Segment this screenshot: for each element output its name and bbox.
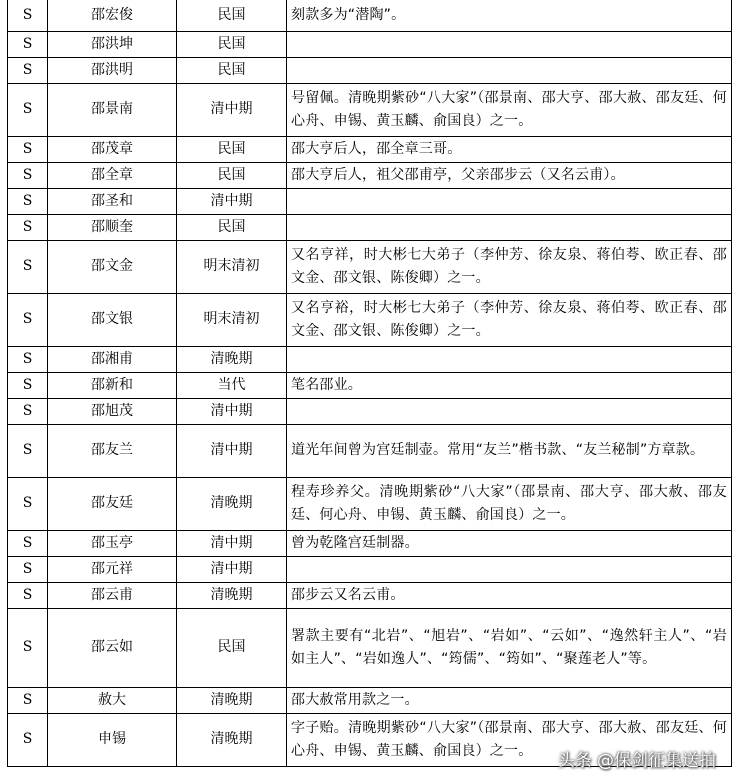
- letter-cell: S: [8, 346, 48, 372]
- table-row: [8, 687, 732, 713]
- name-cell: 邵玉亭: [48, 530, 177, 556]
- note-cell: 刻款多为“潜陶”。: [287, 0, 732, 31]
- watermark: 头条 @保剑征集送拍: [557, 751, 716, 771]
- note-cell: [287, 188, 732, 214]
- note-cell: 又名亨祥，时大彬七大弟子（李仲芳、徐友泉、蒋伯荂、欧正春、邵文金、邵文银、陈俊卿）之一。: [287, 240, 732, 293]
- table-row: [8, 346, 732, 372]
- period-cell: 民国: [177, 57, 287, 83]
- table-row: [8, 398, 732, 424]
- table-row: [8, 530, 732, 556]
- name-cell: 邵茂章: [48, 136, 177, 162]
- period-cell: 清中期: [177, 530, 287, 556]
- period-cell: 清晚期: [177, 346, 287, 372]
- letter-cell: S: [8, 608, 48, 687]
- period-cell: 民国: [177, 214, 287, 240]
- table-row: [8, 424, 732, 477]
- letter-cell: S: [8, 188, 48, 214]
- name-cell: 邵顺奎: [48, 214, 177, 240]
- note-cell: 邵大赦常用款之一。: [287, 687, 732, 713]
- letter-cell: S: [8, 398, 48, 424]
- note-cell: 曾为乾隆宫廷制器。: [287, 530, 732, 556]
- period-cell: 民国: [177, 162, 287, 188]
- name-cell: 邵湘甫: [48, 346, 177, 372]
- period-cell: 清中期: [177, 188, 287, 214]
- table-row: [8, 608, 732, 687]
- period-cell: 清晚期: [177, 713, 287, 766]
- letter-cell: S: [8, 424, 48, 477]
- letter-cell: S: [8, 83, 48, 136]
- table-row: [8, 372, 732, 398]
- name-cell: 邵云如: [48, 608, 177, 687]
- note-cell: 笔名邵业。: [287, 372, 732, 398]
- table-row: [8, 0, 732, 31]
- note-cell: 道光年间曾为宫廷制壶。常用“友兰”楷书款、“友兰秘制”方章款。: [287, 424, 732, 477]
- period-cell: 民国: [177, 31, 287, 57]
- table-row: [8, 162, 732, 188]
- period-cell: 明末清初: [177, 240, 287, 293]
- letter-cell: S: [8, 240, 48, 293]
- letter-cell: S: [8, 0, 48, 31]
- period-cell: 民国: [177, 0, 287, 31]
- note-cell: [287, 398, 732, 424]
- table-row: [8, 240, 732, 293]
- name-cell: 邵元祥: [48, 556, 177, 582]
- name-cell: 邵圣和: [48, 188, 177, 214]
- table-row: [8, 188, 732, 214]
- name-cell: 邵友廷: [48, 477, 177, 530]
- letter-cell: S: [8, 372, 48, 398]
- letter-cell: S: [8, 687, 48, 713]
- note-cell: 署款主要有“北岩”、“旭岩”、“岩如”、“云如”、“逸然轩主人”、“岩如主人”、“岩如逸人”、“筠儒”、“筠如”、“聚莲老人”等。: [287, 608, 732, 687]
- name-cell: 邵文银: [48, 293, 177, 346]
- name-cell: 邵景南: [48, 83, 177, 136]
- name-cell: 邵友兰: [48, 424, 177, 477]
- name-cell: 申锡: [48, 713, 177, 766]
- note-cell: 邵大亨后人，祖父邵甫亭，父亲邵步云（又名云甫）。: [287, 162, 732, 188]
- period-cell: 民国: [177, 136, 287, 162]
- name-cell: 邵云甫: [48, 582, 177, 608]
- name-cell: 邵洪明: [48, 57, 177, 83]
- note-cell: 邵步云又名云甫。: [287, 582, 732, 608]
- note-cell: [287, 214, 732, 240]
- note-cell: [287, 346, 732, 372]
- period-cell: 清晚期: [177, 477, 287, 530]
- name-cell: 赦大: [48, 687, 177, 713]
- name-cell: 邵洪坤: [48, 31, 177, 57]
- note-cell: [287, 556, 732, 582]
- letter-cell: S: [8, 477, 48, 530]
- letter-cell: S: [8, 136, 48, 162]
- period-cell: 民国: [177, 608, 287, 687]
- table-row: [8, 477, 732, 530]
- table-row: [8, 31, 732, 57]
- name-cell: 邵旭茂: [48, 398, 177, 424]
- letter-cell: S: [8, 214, 48, 240]
- letter-cell: S: [8, 162, 48, 188]
- table-row: [8, 582, 732, 608]
- artisan-table: [7, 0, 732, 767]
- letter-cell: S: [8, 713, 48, 766]
- name-cell: 邵文金: [48, 240, 177, 293]
- letter-cell: S: [8, 57, 48, 83]
- note-cell: [287, 31, 732, 57]
- period-cell: 当代: [177, 372, 287, 398]
- letter-cell: S: [8, 530, 48, 556]
- table-row: [8, 83, 732, 136]
- table-row: [8, 136, 732, 162]
- period-cell: 清中期: [177, 556, 287, 582]
- name-cell: 邵新和: [48, 372, 177, 398]
- period-cell: 清中期: [177, 83, 287, 136]
- letter-cell: S: [8, 556, 48, 582]
- period-cell: 清晚期: [177, 687, 287, 713]
- note-cell: 号留佩。清晚期紫砂“八大家”（邵景南、邵大亨、邵大赦、邵友廷、何心舟、申锡、黄玉麟、俞国良）之一。: [287, 83, 732, 136]
- letter-cell: S: [8, 31, 48, 57]
- letter-cell: S: [8, 293, 48, 346]
- period-cell: 清中期: [177, 424, 287, 477]
- table-row: [8, 556, 732, 582]
- note-cell: 邵大亨后人，邵全章三哥。: [287, 136, 732, 162]
- note-cell: 又名亨裕，时大彬七大弟子（李仲芳、徐友泉、蒋伯荂、欧正春、邵文金、邵文银、陈俊卿）之一。: [287, 293, 732, 346]
- name-cell: 邵全章: [48, 162, 177, 188]
- period-cell: 清晚期: [177, 582, 287, 608]
- period-cell: 清中期: [177, 398, 287, 424]
- table-row: [8, 57, 732, 83]
- letter-cell: S: [8, 582, 48, 608]
- period-cell: 明末清初: [177, 293, 287, 346]
- note-cell: 字子贻。清晚期紫砂“八大家”（邵景南、邵大亨、邵大赦、邵友廷、何心舟、申锡、黄玉麟、俞国良）之一。: [287, 713, 732, 766]
- note-cell: [287, 57, 732, 83]
- table-row: [8, 293, 732, 346]
- name-cell: 邵宏俊: [48, 0, 177, 31]
- table-row: [8, 214, 732, 240]
- note-cell: 程寿珍养父。清晚期紫砂“八大家”（邵景南、邵大亨、邵大赦、邵友廷、何心舟、申锡、黄玉麟、俞国良）之一。: [287, 477, 732, 530]
